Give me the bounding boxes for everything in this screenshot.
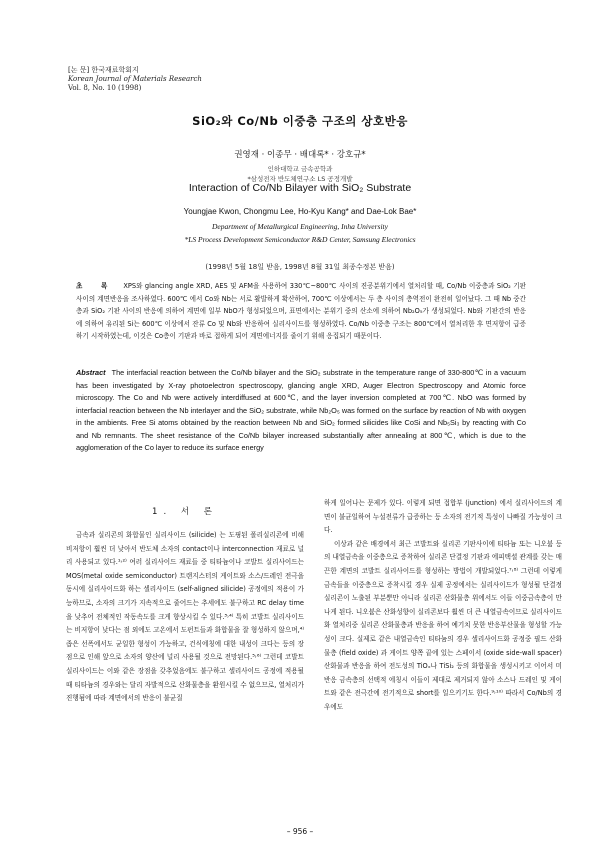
abstract-ko [76,280,526,343]
paper-title-en: Interaction of Co/Nb Bilayer with SiO₂ Substrate [188,182,412,194]
affiliation-en-2: *LS Process Development Semiconductor R&D Center, Samsung Electronics [184,235,416,244]
affiliation-ko-1: 인하대학교 금속공학과 [267,165,333,173]
paragraph: 금속과 실리콘의 화합물인 실리사이드 (silicide) 는 도핑된 폴리실리콘에 비해 비저항이 훨씬 더 낮아서 반도체 소자의 contact이나 interconnection 재료로 널리 사용되고 있다.¹˒²⁾ 여러 실리사이드 재료들 중 티타늄이나 코발트 실리사이드는 MOS(metal oxide semiconductor) 트랜지스터의 게이트와 소스/드레인 전극을 동시에 실리사이드화 하는 셀리사이드 (self-aligned silicide) 공정에의 적용이 가능하므로, 소자의 크기가 지속적으로 줄어드는 추세에도 불구하고 RC delay time 을 낮추어 전체적인 작동속도를 크게 향상시킬 수 있다.³˒⁴⁾ 특히 코발트 실리사이드는 비저항이 낮다는 점 외에도 고온에서 도펀트들과 화합물을 잘 형성하지 않으며,⁴⁾ 좁은 선폭에서도 균일한 형성이 가능하고, 건식에칭에 대한 내성이 크다는 등의 장점으로 인해 앞으로 소자의 양산에 널리 사용될 것으로 전망된다.⁵˒⁶⁾ 그런데 코발트 실리사이드는 이와 같은 장점을 갖추었음에도 불구하고 셀리사이드 공정에 적용될 때 티타늄의 경우와는 달리 자발적으로 산화물층을 환원시킬 수 없으므로, 열처리가 진행됨에 따라 계면에서의 반응이 불균질 [66,531,304,703]
page-number: – 956 – [286,827,314,836]
affiliation-en-1: Department of Metallurgical Engineering, Inha University [212,222,388,231]
right-column [324,497,562,715]
journal-label-ko: [논 문] 한국재료학회지 [68,66,139,74]
abstract-en [76,367,526,455]
abstract-en-label: Abstract [76,368,106,377]
paragraph: 하게 일어나는 문제가 있다. 이렇게 되면 접합부 (junction) 에서 실리사이드의 계면이 불균일하여 누설전류가 급증하는 등 소자의 전기적 특성이 나빠질 가능성이 크다. [324,499,562,535]
affiliation-ko-2: *삼성전자 반도체연구소 LS 공정개발 [247,175,353,183]
abstract-ko-label: 초 록 [76,282,116,290]
received-dates: (1998년 5월 18일 받음, 1998년 8월 31일 최종수정본 받음) [205,263,395,271]
journal-header [68,66,202,93]
authors-en: Youngjae Kwon, Chongmu Lee, Ho-Kyu Kang* and Dae-Lok Bae* [183,207,417,216]
abstract-en-text: The interfacial reaction between the Co/Nb bilayer and the SiO₂ substrate in the temperature range of 330-800℃ in a vacuum has been investigated by X-ray photoelectron spectroscopy, glancing angle XRD, Auger Electron Spectroscopy and Atomic force microscopy. The Co and Nb were actively interdiffused at 600℃, and the layer inversion completed at 700℃. NbO was formed by interfacial reaction between the Nb interlayer and the SiO₂ substrate, while Nb₂O₅ was formed on the surface by reaction of Nb with oxygen in the ambients. Free Si atoms obtained by the reaction between Nb and SiO₂ formed silicides like CoSi and Nb₅Si₃ by reacting with Co and Nb remnants. The sheet resistance of the Co/Nb bilayer increased substantially after annealing at 800℃, which is due to the agglomeration of the Co layer to reduce its surface energy [76,368,526,452]
journal-name-en: Korean Journal of Materials Research [68,75,202,83]
abstract-ko-text: XPS와 glancing angle XRD, AES 및 AFM을 사용하여 330℃~800℃ 사이의 진공분위기에서 열처리할 때, Co/Nb 이중층과 SiO₂ 기판 사이의 계면반응을 조사하였다. 600℃ 에서 Co와 Nb는 서로 활발하게 확산하여, 700℃ 이상에서는 두 층 사이의 층역전이 완전히 일어났다. 그 때 Nb 중간층과 SiO₂ 기판 사이의 반응에 의하여 계면에 일부 NbO가 형성되었으며, 표면에서는 분위기 중의 산소에 의하여 Nb₂O₅가 생성되었다. Nb와 기판간의 반응에 의하여 유리된 Si는 600℃ 이상에서 잔류 Co 및 Nb와 반응하여 실리사이드를 형성하였다. Co/Nb 이중층 구조는 800℃에서 열처리한 후 면저항이 급증하기 시작하였는데, 이것은 Co층이 기판과 바로 접하게 되어 계면에너지를 줄이기 위해 응집되기 때문이다. [76,282,526,340]
paragraph: 이상과 같은 배경에서 최근 코발트와 실리콘 기판사이에 티타늄 또는 니오븀 등의 내열금속을 이중층으로 증착하여 실리콘 단결정 기판과 에피택셜 관계를 갖는 매끈한 계면의 코발트 실리사이드를 형성하는 방법이 개발되었다.⁷˒⁸⁾ 그런데 이렇게 금속들을 이중층으로 증착시킬 경우 실제 공정에서는 실리사이드가 형성될 단결정 실리콘이 노출된 부분뿐만 아니라 실리콘 산화물층 위에서도 이들 이중금속층이 만나게 된다. 니오븀은 산화성향이 실리콘보다 훨씬 더 큰 내열금속이므로 실리사이드화 열처리중 실리콘 산화물층과 반응을 하여 예기치 못한 반응부산물을 형성할 가능성이 크다. 실제로 같은 내열금속인 티타늄의 경우 셀리사이드화 공정중 필드 산화물층 (field oxide) 과 게이트 양쪽 끝에 있는 스페이서 (oxide side-wall spacer) 산화물과 반응을 하여 전도성의 TiOₓ나 TiSi₂ 등의 화합물을 생성시키고 이어서 미반응 금속층의 선택적 에칭시 이들이 제대로 제거되지 않아 소스나 드레인 및 게이트와 같은 전극간에 전기적으로 short를 일으키기도 한다.⁹˒¹⁰⁾ 따라서 Co/Nb의 경우에도 [324,539,562,711]
paper-title-ko: SiO₂와 Co/Nb 이중층 구조의 상호반응 [192,114,408,128]
journal-volume: Vol. 8, No. 10 (1998) [68,84,142,92]
section-heading-introduction: 1. 서 론 [152,507,218,517]
authors-ko: 권영재 · 이종무 · 배대록* · 강호규* [234,150,366,160]
left-column [66,529,304,706]
